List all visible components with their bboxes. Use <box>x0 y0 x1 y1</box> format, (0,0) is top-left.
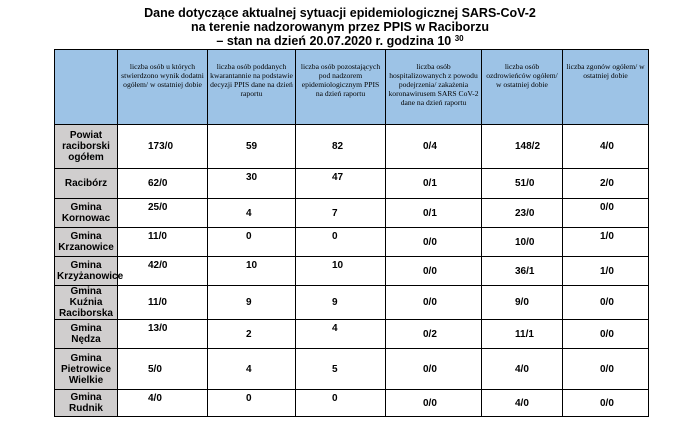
cell-hospitalized: 0/1 <box>386 169 482 199</box>
row-label: Gmina Krzyżanowice <box>55 257 118 286</box>
cell-hospitalized: 0/0 <box>386 390 482 417</box>
cell-deaths: 0/0 <box>563 349 649 390</box>
cell-deaths: 1/0 <box>563 257 649 286</box>
cell-deaths: 0/0 <box>563 390 649 417</box>
cell-quarantine: 0 <box>208 228 296 257</box>
cell-quarantine: 30 <box>208 169 296 199</box>
cell-quarantine: 0 <box>208 390 296 417</box>
cell-quarantine: 9 <box>208 286 296 320</box>
table-row <box>55 125 649 169</box>
cell-hospitalized: 0/4 <box>386 125 482 169</box>
cell-deaths: 4/0 <box>563 125 649 169</box>
table-row <box>55 286 649 320</box>
cell-quarantine: 2 <box>208 320 296 349</box>
cell-hospitalized: 0/1 <box>386 199 482 228</box>
title-line-3 <box>0 34 680 48</box>
row-label: Racibórz <box>55 169 118 199</box>
cell-positive-cases: 25/0 <box>118 199 208 228</box>
cell-recovered: 10/0 <box>482 228 563 257</box>
cell-supervision: 4 <box>296 320 386 349</box>
row-label: Gmina Pietrowice Wielkie <box>55 349 118 390</box>
table-row <box>55 169 649 199</box>
title-line-3-text: – stan na dzień 20.07.2020 r. godzina 10 <box>216 34 452 48</box>
cell-recovered: 4/0 <box>482 390 563 417</box>
row-label: Gmina Kuźnia Raciborska <box>55 286 118 320</box>
cell-supervision: 0 <box>296 228 386 257</box>
cell-positive-cases: 4/0 <box>118 390 208 417</box>
cell-recovered: 9/0 <box>482 286 563 320</box>
cell-quarantine: 4 <box>208 349 296 390</box>
cell-supervision: 0 <box>296 390 386 417</box>
cell-supervision: 82 <box>296 125 386 169</box>
table-row <box>55 320 649 349</box>
cell-quarantine: 4 <box>208 199 296 228</box>
table-row <box>55 349 649 390</box>
table-row <box>55 390 649 417</box>
cell-positive-cases: 11/0 <box>118 228 208 257</box>
cell-supervision: 47 <box>296 169 386 199</box>
cell-hospitalized: 0/0 <box>386 257 482 286</box>
table-row <box>55 199 649 228</box>
cell-deaths: 0/0 <box>563 320 649 349</box>
title-line-2: na terenie nadzorowanym przez PPIS w Raciborzu <box>191 20 489 34</box>
cell-recovered: 4/0 <box>482 349 563 390</box>
epidemic-data-table <box>54 49 649 417</box>
cell-hospitalized: 0/0 <box>386 286 482 320</box>
table-row <box>55 257 649 286</box>
report-title <box>0 6 680 48</box>
row-label: Gmina Rudnik <box>55 390 118 417</box>
cell-supervision: 10 <box>296 257 386 286</box>
header-supervision: liczba osób pozostających pod nadzorem epidemiologicznym PPIS na dzień raportu <box>296 50 386 125</box>
cell-hospitalized: 0/0 <box>386 228 482 257</box>
cell-positive-cases: 62/0 <box>118 169 208 199</box>
cell-hospitalized: 0/2 <box>386 320 482 349</box>
row-label: Gmina Kornowac <box>55 199 118 228</box>
header-recovered: liczba osób ozdrowieńców ogółem/ w ostatniej dobie <box>482 50 563 125</box>
row-label: Powiat raciborski ogółem <box>55 125 118 169</box>
cell-positive-cases: 42/0 <box>118 257 208 286</box>
table-header-row <box>55 50 649 125</box>
cell-positive-cases: 173/0 <box>118 125 208 169</box>
cell-deaths: 0/0 <box>563 286 649 320</box>
cell-quarantine: 59 <box>208 125 296 169</box>
cell-hospitalized: 0/0 <box>386 349 482 390</box>
header-quarantine: liczba osób poddanych kwarantannie na podstawie decyzji PPIS dane na dzień raportu <box>208 50 296 125</box>
cell-supervision: 7 <box>296 199 386 228</box>
header-corner <box>55 50 118 125</box>
cell-recovered: 36/1 <box>482 257 563 286</box>
title-time-sup: 30 <box>454 34 464 43</box>
cell-recovered: 148/2 <box>482 125 563 169</box>
cell-deaths: 0/0 <box>563 199 649 228</box>
cell-positive-cases: 11/0 <box>118 286 208 320</box>
cell-supervision: 9 <box>296 286 386 320</box>
cell-deaths: 2/0 <box>563 169 649 199</box>
row-label: Gmina Nędza <box>55 320 118 349</box>
cell-recovered: 51/0 <box>482 169 563 199</box>
row-label: Gmina Krzanowice <box>55 228 118 257</box>
cell-recovered: 23/0 <box>482 199 563 228</box>
cell-supervision: 5 <box>296 349 386 390</box>
header-deaths: liczba zgonów ogółem/ w ostatniej dobie <box>563 50 649 125</box>
header-hospitalized: liczba osób hospitalizowanych z powodu podejrzenia/ zakażenia koronawirusem SARS CoV-2 dane na dzień raportu <box>386 50 482 125</box>
header-positive-cases: liczba osób u których stwierdzono wynik dodatni ogółem/ w ostatniej dobie <box>118 50 208 125</box>
table-row <box>55 228 649 257</box>
cell-positive-cases: 13/0 <box>118 320 208 349</box>
cell-quarantine: 10 <box>208 257 296 286</box>
title-line-1: Dane dotyczące aktualnej sytuacji epidemiologicznej SARS-CoV-2 <box>144 6 536 20</box>
cell-deaths: 1/0 <box>563 228 649 257</box>
cell-recovered: 11/1 <box>482 320 563 349</box>
cell-positive-cases: 5/0 <box>118 349 208 390</box>
